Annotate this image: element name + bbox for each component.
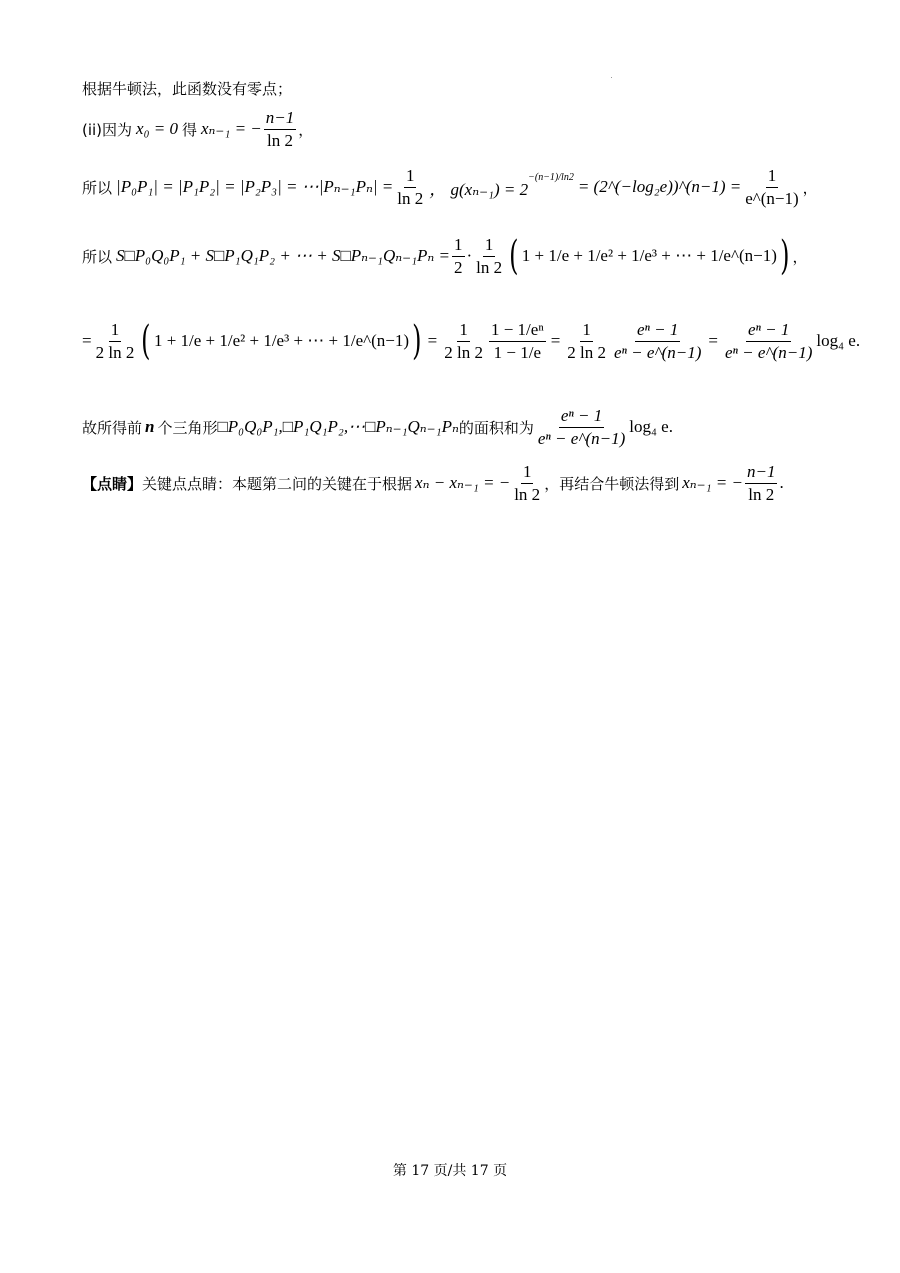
punctuation: . [668, 417, 673, 437]
fraction-1-over-ln2 [395, 166, 425, 208]
fraction-1-over-ln2 [512, 462, 542, 504]
fraction-1-over-2ln2-b [442, 320, 485, 362]
left-paren: ( [141, 318, 151, 365]
case-ii-label: (ii)因为 [82, 120, 133, 139]
fraction-denominator: ln 2 [514, 484, 541, 504]
fraction-1-over-ln2 [474, 235, 504, 277]
geometric-sum-fraction [489, 320, 546, 362]
fraction-numerator: 1 [521, 462, 534, 484]
geometric-series: 1 + 1/e + 1/e² + 1/e³ + ⋯ + 1/e^(n−1) [153, 331, 410, 351]
fraction-denominator: eⁿ − e^(n−1) [537, 428, 626, 448]
fraction-denominator: ln 2 [748, 484, 775, 504]
xn-minus-1-lhs: xₙ₋₁ = − [201, 119, 262, 139]
key-point-text-2: ，再结合牛顿法得到 [544, 474, 680, 493]
connector-text: 得 [181, 120, 197, 139]
conclusion-prefix: 故所得前 [82, 418, 143, 437]
xn-minus-1-lhs: xₙ₋₁ = − [682, 473, 743, 493]
fraction-numerator: 1 [483, 235, 496, 257]
text-line-7 [82, 462, 784, 504]
fraction-denominator: ln 2 [397, 188, 424, 208]
log-factor: log₄ e [816, 331, 856, 351]
therefore-label: 所以 [82, 247, 113, 266]
area-sum-text: 的面积和为 [458, 418, 534, 437]
text-line-2 [82, 108, 313, 150]
punctuation: ， [298, 120, 314, 139]
punctuation: . [779, 473, 784, 493]
fraction-denominator: 2 ln 2 [567, 342, 607, 362]
text-line-4: 所以 S□P₀Q₀P₁ + S□P₁Q₁P₂ + ⋯ + S□Pₙ₋₁Qₙ₋₁Pₙ = $\frac{1}{2}$ · $\frac{1}{\ln 2}$ ( 1 + 1/e + 1/e² + 1/e³ + ⋯ + 1/e^(n−1) ) ， [82, 233, 808, 280]
equals-sign: = [82, 331, 92, 351]
fraction-1-over-2ln2-c [565, 320, 608, 362]
initial-condition: x₀ = 0 [136, 119, 178, 139]
fraction-numerator: 1 [580, 320, 593, 342]
fraction-denominator: 2 [454, 257, 463, 277]
area-sum-fraction [536, 406, 627, 448]
log-factor: log₄ e [629, 417, 669, 437]
fraction-denominator: 2 ln 2 [95, 342, 135, 362]
segment-length-chain: |P₀P₁| = |P₁P₂| = |P₂P₃| = ⋯|Pₙ₋₁Pₙ| = [116, 177, 394, 197]
fraction-numerator: 1 [766, 166, 779, 188]
fraction-denominator: eⁿ − e^(n−1) [725, 342, 813, 362]
text-line-5: = $\frac{1}{2 \ln 2}$ ( 1 + 1/e + 1/e² + 1/e³ + ⋯ + 1/e^(n−1) ) = $\frac{1}{2 \ln 2}$ $\frac{\text{1 − 1/eⁿ}}{1 - 1/e}$ = $\frac{1}{2 \ln 2}$ $\frac{\text{eⁿ − 1}}{\text{eⁿ − e\textasciicircum{}(n−1)}}$ = $\frac{\text{eⁿ − 1}}{\text{eⁿ − e\textasciicircum{}(n−1)}}$ log₄ e . [82, 318, 861, 365]
fraction-numerator: 1 [452, 235, 465, 257]
difference-expression: xₙ − xₙ₋₁ = − [415, 473, 511, 493]
g-of-x-expression: ， g(xₙ₋₁) = 2 [429, 179, 529, 199]
newton-no-zero-text: 根据牛顿法，此函数没有零点； [82, 80, 293, 98]
key-point-tag: 【点睛】 [82, 474, 143, 493]
right-paren: ) [412, 318, 422, 365]
fraction-denominator: e^(n−1) [745, 188, 799, 208]
fraction-n-minus-1-over-ln2 [264, 108, 296, 150]
power-rewrite: = (2^(−log₂e))^(n−1) = [577, 177, 742, 197]
fraction-numerator: n−1 [745, 462, 777, 484]
punctuation: . [855, 331, 861, 351]
text-line-1 [82, 78, 292, 99]
punctuation: ， [792, 247, 808, 266]
power-exponent: −(n−1)/ln2 [528, 171, 574, 183]
scan-speck [611, 77, 612, 78]
text-line-6 [82, 406, 673, 448]
fraction-denominator: eⁿ − e^(n−1) [614, 342, 702, 362]
fraction-denominator: ln 2 [267, 130, 293, 150]
geometric-series: 1 + 1/e + 1/e² + 1/e³ + ⋯ + 1/e^(n−1) [521, 246, 777, 266]
page-footer: 第 17 页/共 17 页 [392, 1163, 508, 1179]
final-fraction [723, 320, 814, 362]
punctuation: ， [802, 178, 818, 197]
fraction-numerator: n−1 [264, 108, 296, 130]
left-paren: ( [509, 233, 519, 280]
triangle-area-sum: S□P₀Q₀P₁ + S□P₁Q₁P₂ + ⋯ + S□Pₙ₋₁Qₙ₋₁Pₙ = [116, 246, 450, 266]
fraction-numerator: 1 − 1/eⁿ [489, 320, 546, 342]
fraction-numerator: eⁿ − 1 [635, 320, 680, 342]
fraction-numerator: 1 [457, 320, 470, 342]
fraction-numerator: 1 [109, 320, 122, 342]
triangle-list: □P₀Q₀P₁,□P₁Q₁P₂,⋯□Pₙ₋₁Qₙ₋₁Pₙ [217, 417, 459, 437]
variable-n: n [145, 417, 155, 437]
fraction-1-over-2ln2 [94, 320, 137, 362]
fraction-one-half [452, 235, 465, 277]
fraction-denominator: ln 2 [476, 257, 503, 277]
fraction-numerator: 1 [404, 166, 417, 188]
simplified-fraction [612, 320, 703, 362]
key-point-text: 关键点点睛：本题第二问的关键在于根据 [142, 474, 413, 493]
fraction-denominator: 2 ln 2 [444, 342, 483, 362]
fraction-1-over-e-power [743, 166, 800, 208]
fraction-n-minus-1-over-ln2 [745, 462, 777, 504]
right-paren: ) [779, 233, 790, 280]
text-line-3 [82, 166, 818, 208]
fraction-numerator: eⁿ − 1 [559, 406, 604, 428]
therefore-label: 所以 [82, 178, 113, 197]
fraction-numerator: eⁿ − 1 [746, 320, 791, 342]
fraction-denominator: 1 − 1/e [493, 342, 541, 362]
triangle-count-text: 个三角形 [157, 418, 218, 437]
